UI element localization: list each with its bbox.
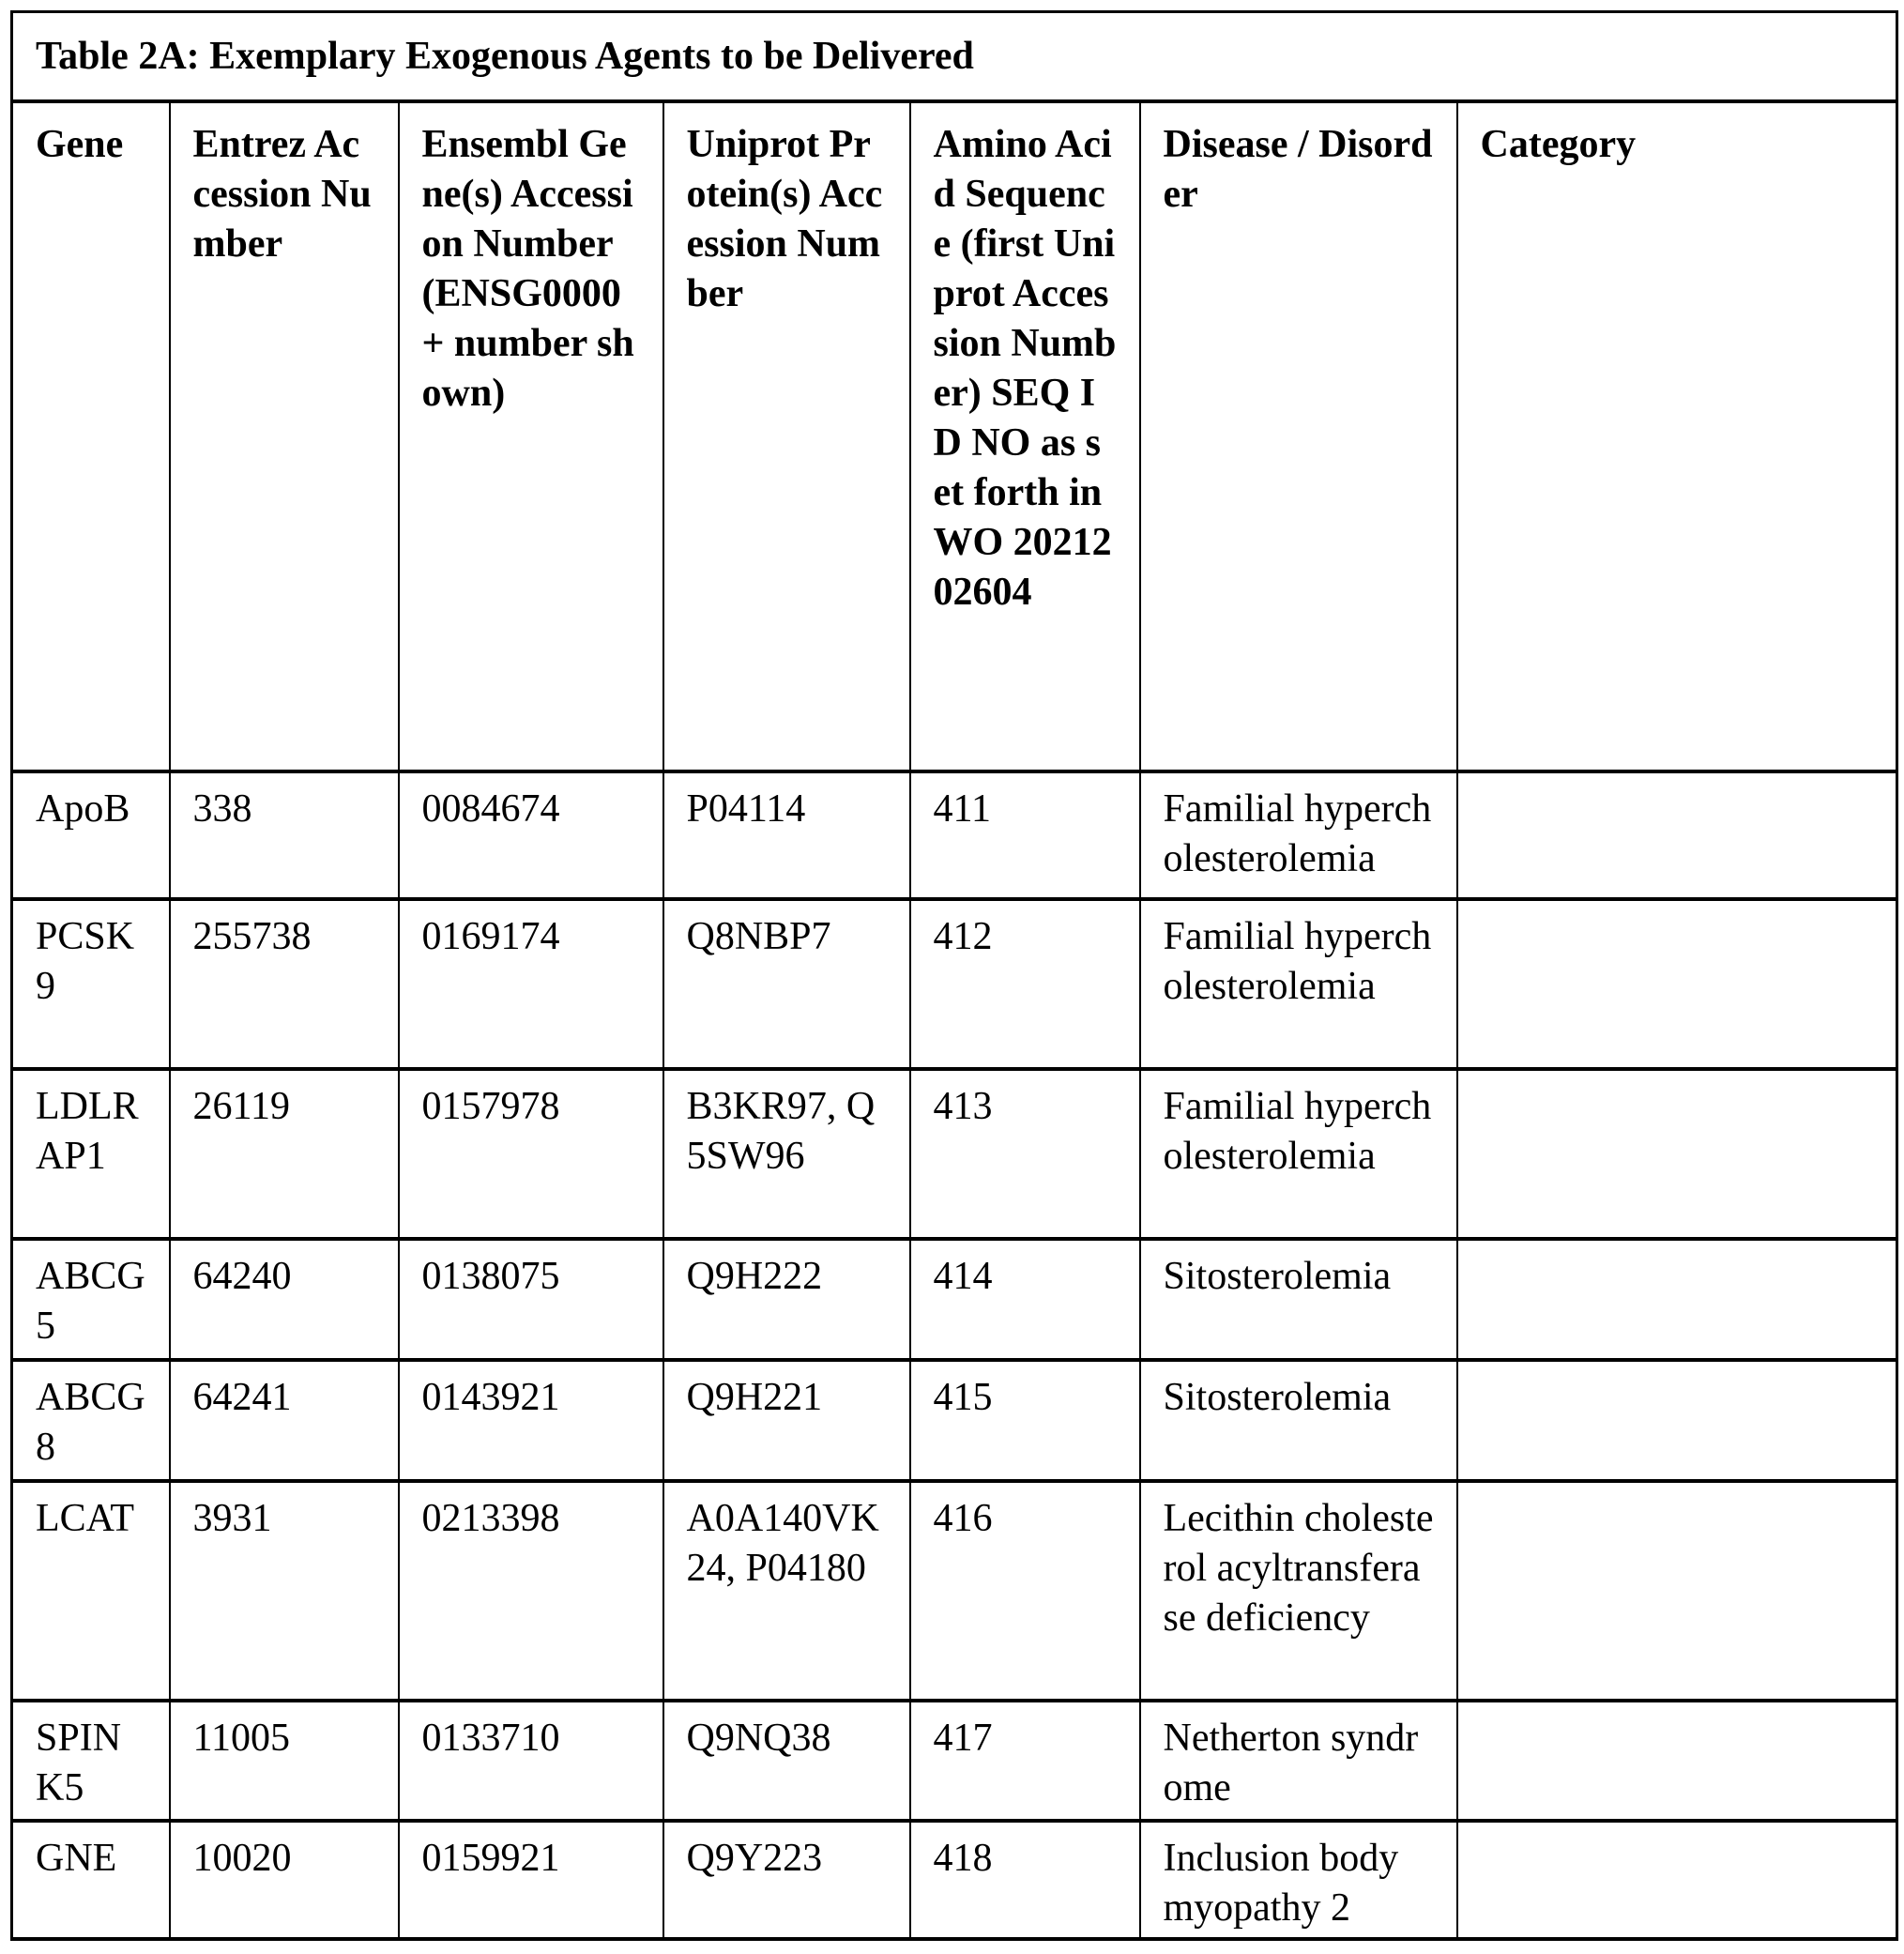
- cell-gene: ABCG5: [12, 1239, 170, 1360]
- cell-uniprot: Q9Y223: [663, 1821, 910, 1939]
- cell-category: [1457, 1481, 1897, 1701]
- exogenous-agents-table: [10, 10, 1898, 1941]
- cell-uniprot: P04114: [663, 771, 910, 899]
- cell-gene: PCSK9: [12, 899, 170, 1069]
- header-uniprot: Uniprot Protein(s) Accession Number: [663, 101, 910, 771]
- cell-ensembl: 0084674: [399, 771, 663, 899]
- cell-ensembl: 0133710: [399, 1701, 663, 1821]
- table-row: [12, 1701, 1897, 1821]
- cell-ensembl: 0159921: [399, 1821, 663, 1939]
- header-disease: Disease / Disorder: [1140, 101, 1457, 771]
- cell-entrez: 255738: [170, 899, 399, 1069]
- cell-gene: GNE: [12, 1821, 170, 1939]
- cell-disease: Lecithin cholesterol acyltransferase deficiency: [1140, 1481, 1457, 1701]
- cell-disease: Sitosterolemia: [1140, 1360, 1457, 1481]
- cell-category: [1457, 771, 1897, 899]
- table-title: Table 2A: Exemplary Exogenous Agents to be Delivered: [12, 12, 1897, 102]
- cell-gene: LCAT: [12, 1481, 170, 1701]
- cell-disease: Familial hypercholesterolemia: [1140, 771, 1457, 899]
- cell-ensembl: 0138075: [399, 1239, 663, 1360]
- header-category: Category: [1457, 101, 1897, 771]
- table-header-row: [12, 101, 1897, 771]
- cell-entrez: 64241: [170, 1360, 399, 1481]
- cell-uniprot: Q9H222: [663, 1239, 910, 1360]
- cell-disease: Inclusion body myopathy 2: [1140, 1821, 1457, 1939]
- cell-ensembl: 0157978: [399, 1069, 663, 1239]
- cell-disease: Sitosterolemia: [1140, 1239, 1457, 1360]
- cell-uniprot: A0A140VK24, P04180: [663, 1481, 910, 1701]
- cell-seq-id: 414: [910, 1239, 1140, 1360]
- table-row: [12, 1821, 1897, 1939]
- cell-seq-id: 417: [910, 1701, 1140, 1821]
- cell-gene: ABCG8: [12, 1360, 170, 1481]
- cell-gene: SPINK5: [12, 1701, 170, 1821]
- header-ensembl: Ensembl Gene(s) Accession Number (ENSG0000 + number shown): [399, 101, 663, 771]
- cell-entrez: 64240: [170, 1239, 399, 1360]
- cell-category: [1457, 1239, 1897, 1360]
- cell-disease: Familial hypercholesterolemia: [1140, 1069, 1457, 1239]
- table-row: [12, 1069, 1897, 1239]
- cell-category: [1457, 1821, 1897, 1939]
- cell-category: [1457, 1701, 1897, 1821]
- table-row: [12, 1239, 1897, 1360]
- cell-category: [1457, 1069, 1897, 1239]
- cell-seq-id: 412: [910, 899, 1140, 1069]
- cell-entrez: 3931: [170, 1481, 399, 1701]
- cell-seq-id: 413: [910, 1069, 1140, 1239]
- cell-uniprot: Q8NBP7: [663, 899, 910, 1069]
- cell-entrez: 338: [170, 771, 399, 899]
- header-amino-acid-seq: Amino Acid Sequence (first Uniprot Accession Number) SEQ ID NO as set forth in WO 2021202604: [910, 101, 1140, 771]
- table-row: [12, 1360, 1897, 1481]
- cell-entrez: 26119: [170, 1069, 399, 1239]
- cell-seq-id: 411: [910, 771, 1140, 899]
- cell-gene: ApoB: [12, 771, 170, 899]
- cell-disease: Netherton syndrome: [1140, 1701, 1457, 1821]
- cell-ensembl: 0143921: [399, 1360, 663, 1481]
- table-row: [12, 771, 1897, 899]
- cell-disease: Familial hypercholesterolemia: [1140, 899, 1457, 1069]
- cell-entrez: 11005: [170, 1701, 399, 1821]
- cell-category: [1457, 899, 1897, 1069]
- header-gene: Gene: [12, 101, 170, 771]
- cell-seq-id: 415: [910, 1360, 1140, 1481]
- cell-ensembl: 0169174: [399, 899, 663, 1069]
- cell-seq-id: 418: [910, 1821, 1140, 1939]
- cell-uniprot: Q9NQ38: [663, 1701, 910, 1821]
- cell-category: [1457, 1360, 1897, 1481]
- table-row: [12, 1481, 1897, 1701]
- cell-seq-id: 416: [910, 1481, 1140, 1701]
- cell-gene: LDLRAP1: [12, 1069, 170, 1239]
- cell-uniprot: Q9H221: [663, 1360, 910, 1481]
- table-title-row: [12, 12, 1897, 102]
- table-row: [12, 899, 1897, 1069]
- header-entrez: Entrez Accession Number: [170, 101, 399, 771]
- cell-uniprot: B3KR97, Q5SW96: [663, 1069, 910, 1239]
- cell-entrez: 10020: [170, 1821, 399, 1939]
- cell-ensembl: 0213398: [399, 1481, 663, 1701]
